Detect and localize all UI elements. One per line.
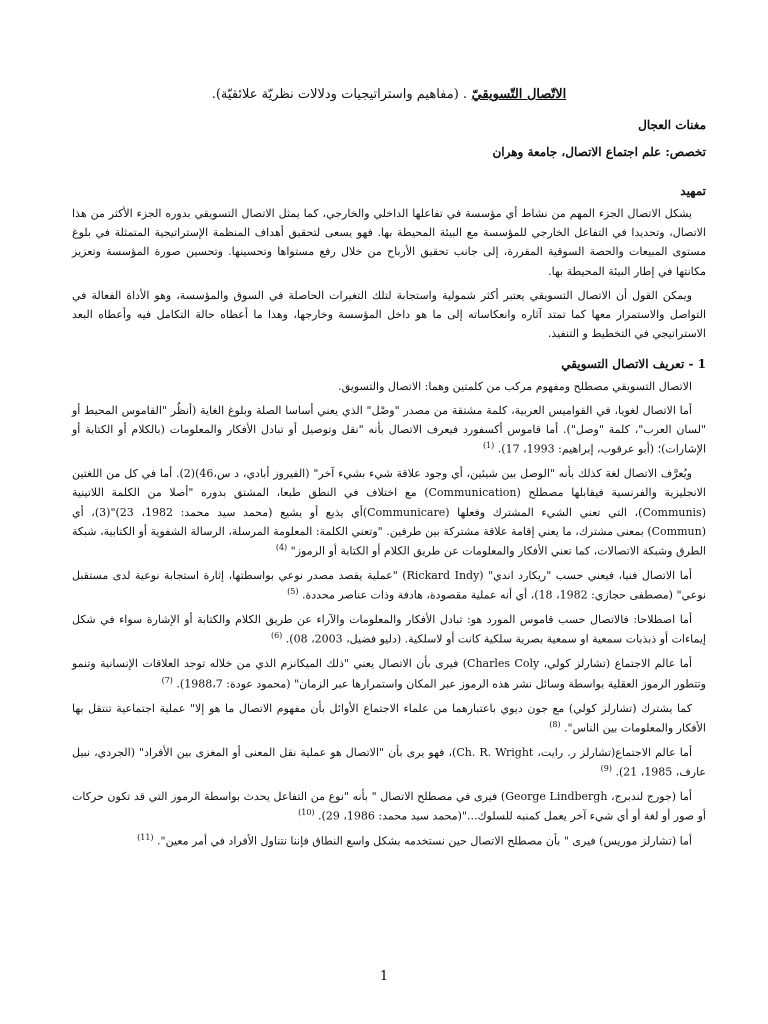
paragraph-text: أما (جورج لندبرج، George Lindbergh) فيرى في مصطلح الاتصال " بأنه "نوع من التفاعل يحدث بواسطة الرموز التي قد تكون حركات أو صور أو لغة أو أي شيء آخر يعمل كمنبه للسلوك..."(محمد سيد محمد: 1986، 29).: [72, 789, 706, 823]
definition-paragraph: [72, 464, 706, 561]
definition-paragraph: [72, 401, 706, 459]
section-1-heading: 1 - تعريف الاتصال التسويقي: [561, 356, 706, 371]
footnote-ref: (6): [270, 631, 283, 641]
page-title: [72, 84, 706, 107]
footnote-ref: (1): [482, 441, 495, 451]
paragraph-text: أما عالم الاجتماع (تشارلز كولي، Charles Coly) فيرى بأن الاتصال يعني "ذلك الميكانزم الذي من خلاله توجد العلاقات الإنسانية وتنمو وتتطور الرموز العقلية بواسطة وسائل نشر هذه الرموز عبر المكان واستمرارها عبر الزمان" (محمود عودة: 1988،7).: [72, 657, 706, 691]
intro-heading: تمهيد: [680, 183, 706, 198]
definition-paragraph: [72, 787, 706, 826]
page-number: 1: [379, 969, 389, 984]
footnote-ref: (4): [275, 543, 288, 553]
paragraph-text: أما الاتصال لغويا، في القواميس العربية، كلمة مشتقة من مصدر "وصْل" الذي يعني أساسا الصلة وبلوغ الغاية (أنظُر "القاموس المحيط أو "لسان العرب"، كلمة "وصل"). أما قاموس أكسفورد فيعرف الاتصال بأنه "نقل وتوصيل أو تبادل الأفكار والمعلومات (بالكلام أو الكتابة أو الإشارات)؛ (أبو عرقوب، إبراهيم: 1993، 17).: [72, 403, 706, 456]
document-page: [72, 76, 706, 1024]
paragraph-text: أما اصطلاحا: فالاتصال حسب قاموس المورد هو: تبادل الأفكار والمعلومات والآراء عن طريق الكلام والكتابة أو الإشارة سواء في شكل إيماءات أو ذبذبات سمعية او سمعية بصرية سلكية كانت أو لاسلكية. (دليو فضيل، 2003، 08).: [72, 613, 706, 647]
paragraph-text: كما يشترك (تشارلز كولي) مع جون ديوي باعتبارهما من علماء الاجتماع الأوائل بأن مفهوم الاتصال ما هو إلا" عملية اجتماعية تنتقل بها الأفكار والمعلومات بين الناس".: [72, 701, 706, 735]
definition-paragraph: [72, 699, 706, 738]
definition-paragraph: [72, 610, 706, 649]
paragraph-text: أما (تشارلز موريس) فيرى " بأن مصطلح الاتصال حين نستخدمه بشكل واسع النطاق فإننا نتناول الأفراد في أمر معين".: [157, 834, 692, 848]
footnote-ref: (7): [161, 675, 173, 685]
definition-paragraph: [72, 831, 706, 851]
paragraph-text: أما عالم الاجتماع(تشارلز ر. رايت، Ch. R. Wright)، فهو يرى بأن "الاتصال هو عملية نقل المعنى أو المغزى بين الأفراد" (الجردي، نبيل عارف، 1985، 21).: [72, 745, 706, 779]
section-1-intro: الاتصال التسويقي مصطلح ومفهوم مركب من كلمتين وهما: الاتصال والتسويق.: [338, 379, 692, 393]
paragraph-text: أما الاتصال فنيا، فيعني حسب "ريكارد اندي" (Rickard Indy) "عملية يقصد مصدر نوعي بواسطتها، إثارة استجابة نوعية لدى مستقبل نوعي" (مصطفى حجازي: 1982، 18)، أي أنه عملية مقصودة، هادفة وذات عناصر محددة.: [72, 569, 706, 602]
title-sub: . (مفاهيم واستراتيجيات ودلالات نظريّة علائقيّة).: [211, 87, 468, 102]
footnote-ref: (9): [600, 763, 612, 773]
intro-paragraph-2: ويمكن القول أن الاتصال التسويقي يعتبر أكثر شمولية واستجابة لتلك التغيرات الحاصلة في السوق والمؤسسة، وهو الأداة الفعالة في التواصل والاستمرار معها كما تمتد آثاره وانعكاساته إلى ما هو داخل المؤسسة وخارجها، وهذا ما أعطاه حالة التكامل فيه وأعطاه البعد الاستراتيجي في التخطيط و التنفيذ.: [72, 288, 706, 341]
paragraph-text: ويُعرَّف الاتصال لغة كذلك بأنه "الوصل بين شيئين، أي وجود علاقة شيء بشيء آخر" (الفيروز أبادي، د س،46)(2). أما في كل من اللغتين الانجليزية والفرنسية فيقابلها مصطلح (Communication) مع اختلاف في النطق طبعا، المشتق بدوره "أصلا من الكلمة اللاتينية (Communis)، التي تعني الشيء المشترك وفعلها (Communicare)أي يذيع أو يشيع (محمد سيد محمد: 1982، 23)"(3)، أي (Commun) بمعنى مشترك، ما يعني إقامة علاقة مشتركة بين طرفين. "وتعني الكلمة: المعلومة المرسلة، الرسالة الشفوية أو الكتابية، شبكة الطرق وشبكة الاتصالات، كما تعني الأفكار والمعلومات عن طريق الكلام أو الكتابة أو الرموز": [72, 467, 706, 558]
footnote-ref: (5): [287, 587, 299, 597]
footnote-ref: (8): [549, 719, 561, 729]
author-specialty: تخصص: علم اجتماع الاتصال، جامعة وهران: [492, 144, 706, 159]
author-name: مغنات العجال: [638, 117, 706, 132]
footnote-ref: (11): [137, 833, 154, 842]
intro-paragraph-1: يشكل الاتصال الجزء المهم من نشاط أي مؤسسة في تفاعلها الداخلي والخارجي، كما يمثل الاتصال التسويقي بدوره الجزء الأكثر من هذا الاتصال، وتحديدا في التفاعل الخارجي للمؤسسة مع البيئة المحيطة بها. فهو يسعى لتحقيق أهداف المنظمة الإستراتيجية المتمثلة في بلوغ مستوى المبيعات والحصة السوقية المقررة، إلى جانب تحقيق الأرباح من خلال رفع مستواها وتحسينها. وتحسين صورة المؤسسة وتعزيز مكانتها في إطار البيئة المحيطة بها.: [72, 206, 706, 278]
definition-paragraph: [72, 743, 706, 782]
definition-paragraph: [72, 566, 706, 605]
title-main: الاتّصال التّسويقيّ: [471, 87, 567, 102]
definition-paragraph: [72, 654, 706, 693]
footnote-ref: (10): [298, 808, 315, 818]
